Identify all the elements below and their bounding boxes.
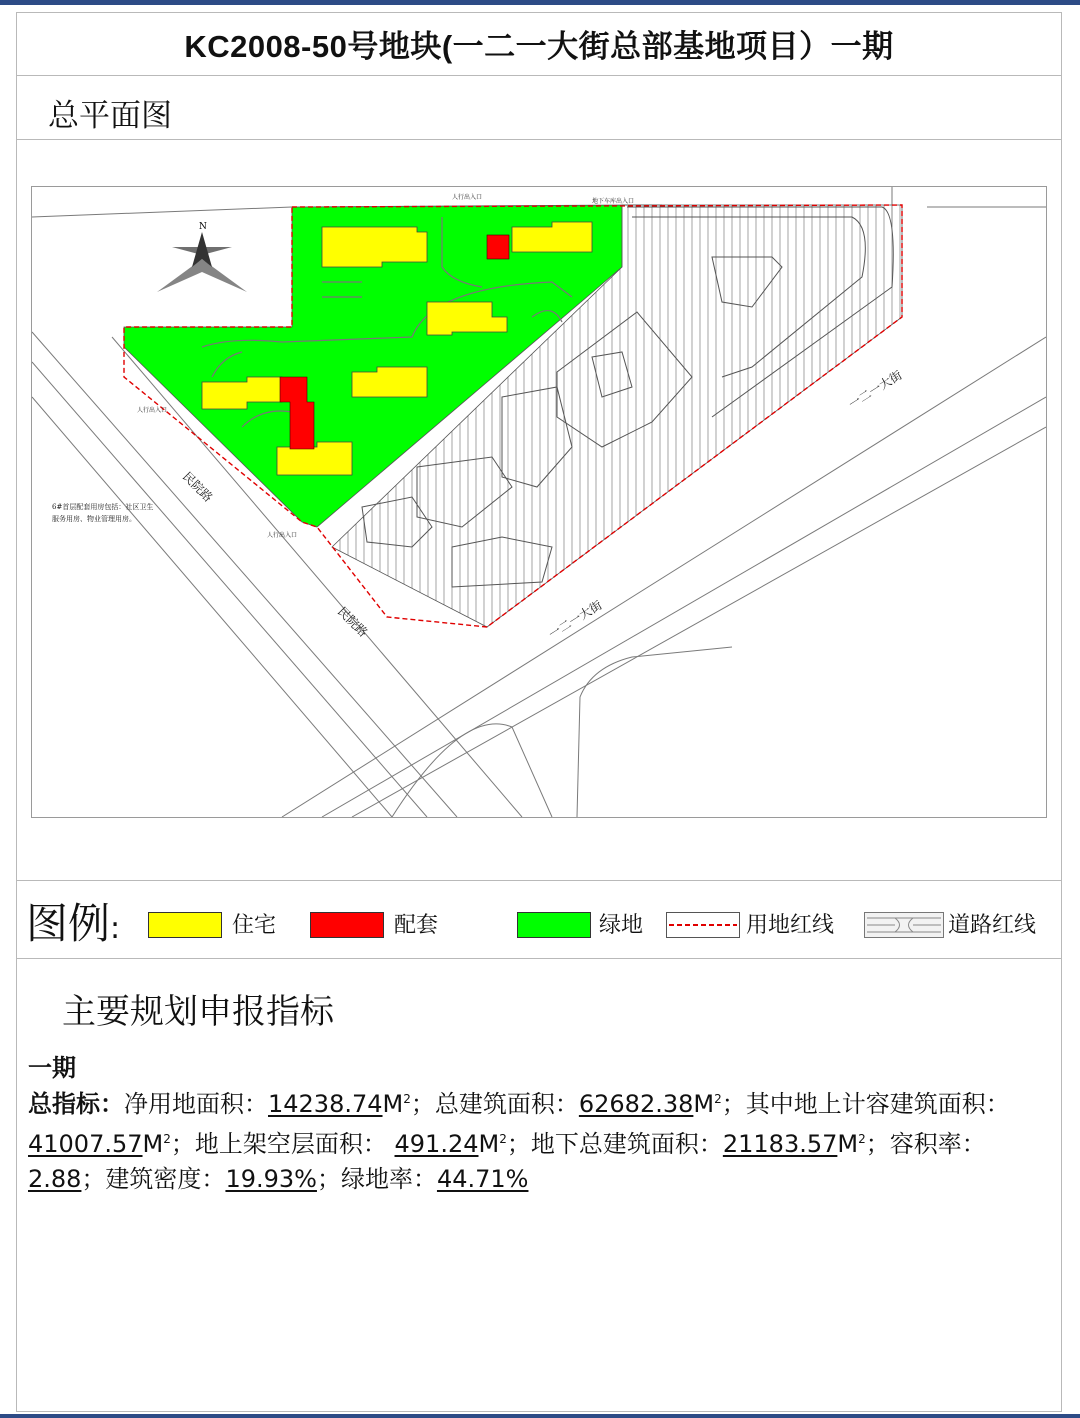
green-rate-label: ；绿地率： <box>316 1165 437 1193</box>
density-label: ；建筑密度： <box>81 1165 226 1193</box>
unit-sup: 2 <box>163 1132 171 1146</box>
road-label-121-bottom: 一二一大街 <box>546 597 605 642</box>
net-land-value: 14238.74 <box>268 1090 383 1118</box>
separator-legend-bottom <box>16 958 1062 959</box>
net-land-label: 净用地面积： <box>124 1090 268 1118</box>
document-title: KC2008-50号地块(一二一大街总部基地项目）一期 <box>184 29 894 64</box>
green-rate-value: 44.71% <box>436 1165 529 1193</box>
site-plan-svg <box>32 187 1046 817</box>
legend-swatch-residential <box>148 912 222 938</box>
underground-label: ；地下总建筑面积： <box>506 1130 723 1158</box>
legend-title: 图例: <box>26 899 121 948</box>
legend-label-site-redline: 用地红线 <box>746 913 835 938</box>
far-value: 2.88 <box>28 1165 82 1193</box>
legend-swatch-green <box>517 912 591 938</box>
north-label: N <box>199 222 207 232</box>
unit-sup: 2 <box>403 1092 411 1106</box>
bottom-accent-bar <box>0 1414 1080 1418</box>
unit: M <box>382 1090 404 1118</box>
legend-label-road-redline: 道路红线 <box>948 913 1037 938</box>
road-label-minyuan-bottom: 民院路 <box>334 604 371 640</box>
density-value: 19.93% <box>225 1165 317 1193</box>
site-plan-drawing <box>31 186 1047 818</box>
unit-sup: 2 <box>499 1132 507 1146</box>
unit: M <box>142 1130 164 1158</box>
indicator-paragraph <box>28 1082 1058 1197</box>
section-title: 主要规划申报指标 <box>62 992 334 1032</box>
total-floor-value: 62682.38 <box>578 1090 694 1118</box>
legend-label-residential: 住宅 <box>232 913 277 938</box>
total-floor-label: ；总建筑面积： <box>410 1090 579 1118</box>
stilt-value: 491.24 <box>394 1130 479 1158</box>
phase-heading: 一期 <box>28 1054 76 1082</box>
far-label: ；容积率： <box>865 1130 986 1158</box>
legend-swatch-site-redline <box>666 912 740 938</box>
entrance-label-left-b: 人行出入口 <box>267 532 298 539</box>
top-accent-bar <box>0 0 1080 5</box>
legend-label-supporting: 配套 <box>394 913 439 938</box>
road-redline-icon <box>865 913 943 937</box>
map-note-line1: 6#首层配套用房包括：社区卫生 <box>52 503 154 511</box>
entrance-label-pedestrian-top: 人行出入口 <box>452 194 483 201</box>
title-row <box>16 12 1062 76</box>
north-arrow <box>157 222 247 292</box>
entrance-label-garage-top: 地下车库出入口 <box>592 198 635 205</box>
legend-title-text: 图例 <box>26 899 111 948</box>
unit: M <box>837 1130 859 1158</box>
entrance-label-left-a: 人行出入口 <box>137 407 168 414</box>
legend-swatch-supporting <box>310 912 384 938</box>
unit-sup: 2 <box>714 1092 722 1106</box>
road-label-121-top: 一二一大街 <box>846 367 905 412</box>
plan-subtitle: 总平面图 <box>48 98 172 134</box>
legend-label-green: 绿地 <box>599 913 644 938</box>
subtitle-row <box>16 76 1062 140</box>
underground-value: 21183.57 <box>722 1130 838 1158</box>
above-ground-value: 41007.57 <box>28 1130 143 1158</box>
road-label-minyuan-left: 民院路 <box>179 469 216 505</box>
total-indicators-label: 总指标： <box>28 1090 124 1118</box>
unit-sup: 2 <box>858 1132 866 1146</box>
map-note-line2: 服务用房、物业管理用房。 <box>52 515 136 523</box>
dashed-red-line-icon <box>667 913 739 937</box>
stilt-label: ；地上架空层面积： <box>170 1130 387 1158</box>
legend-swatch-road-redline <box>864 912 944 938</box>
above-ground-label: ；其中地上计容建筑面积： <box>721 1090 1010 1118</box>
unit: M <box>693 1090 715 1118</box>
separator-legend-top <box>16 880 1062 881</box>
unit: M <box>478 1130 500 1158</box>
